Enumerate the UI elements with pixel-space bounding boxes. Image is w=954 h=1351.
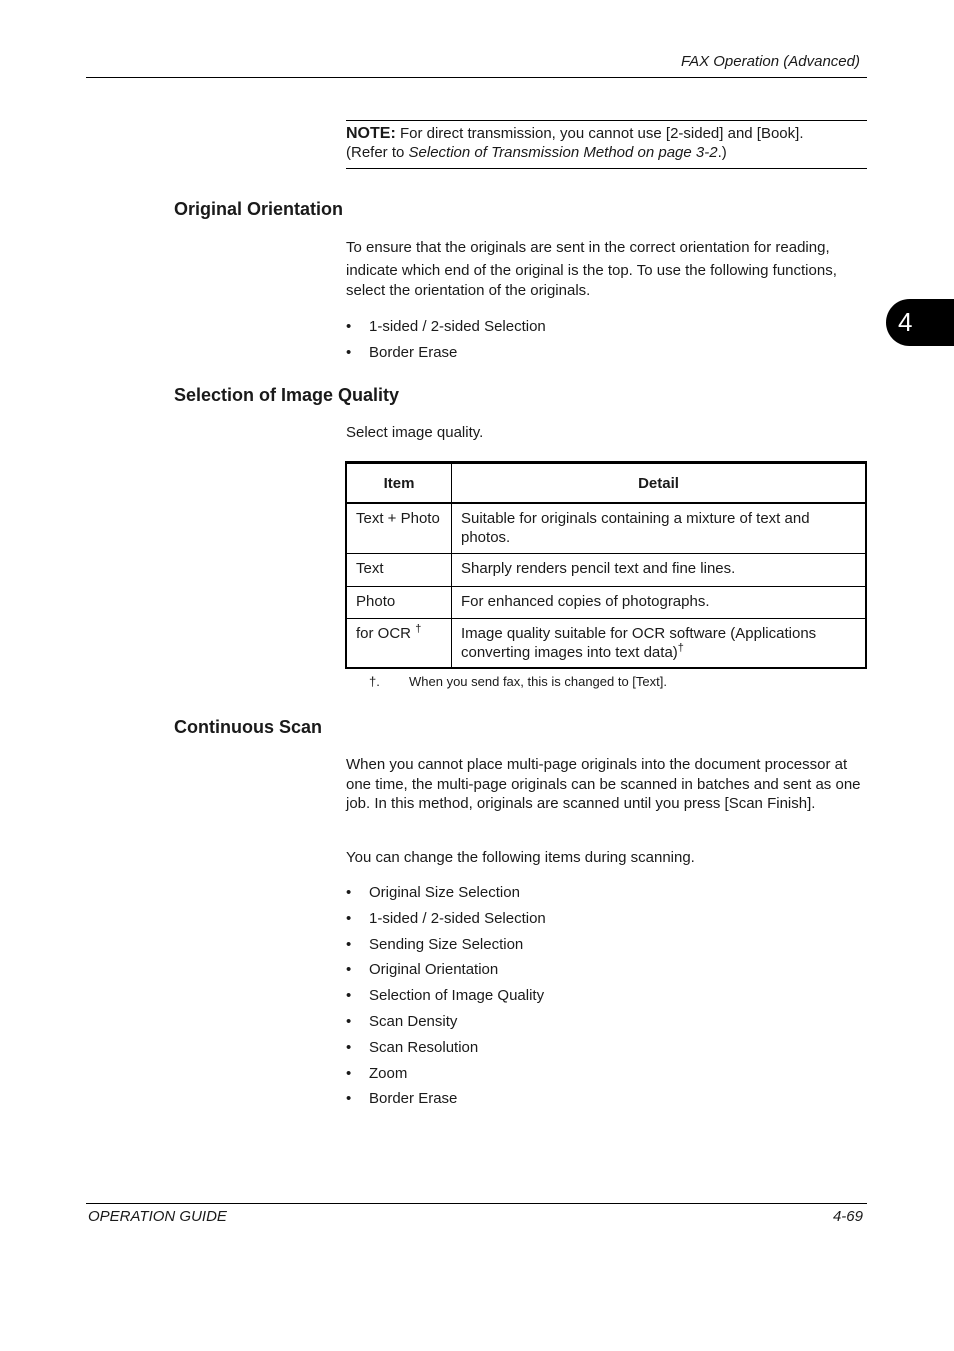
note-text: For direct transmission, you cannot use [2-sided] and [Book]. <box>395 125 804 142</box>
cell-item <box>346 618 452 668</box>
orientation-body <box>346 237 867 303</box>
image-quality-table <box>345 461 867 669</box>
footer-divider <box>86 1203 867 1204</box>
orientation-body-line: select the orientation of the originals. <box>346 282 591 299</box>
footnote-mark: †. <box>369 674 380 689</box>
list-item: • Selection of Image Quality <box>346 986 546 1012</box>
table-row <box>346 553 866 586</box>
chapter-number: 4 <box>898 307 913 337</box>
list-item: • Original Orientation <box>346 960 546 986</box>
note-ref-suffix: .) <box>717 144 727 161</box>
footnote-marker: † <box>415 622 422 635</box>
note-box <box>346 120 867 169</box>
note-line-2 <box>346 143 867 162</box>
orientation-function-list <box>346 317 546 369</box>
column-header-detail: Detail <box>452 463 867 504</box>
cell-detail <box>452 618 867 668</box>
list-item: • Border Erase <box>346 1089 546 1115</box>
list-item: • 1-sided / 2-sided Selection <box>346 909 546 935</box>
footer-guide-name: OPERATION GUIDE <box>88 1208 227 1225</box>
cell-item: Photo <box>346 586 452 618</box>
cell-item: Text + Photo <box>346 503 452 553</box>
list-item: • Zoom <box>346 1064 546 1090</box>
orientation-body-line: To ensure that the originals are sent in the correct orientation for reading, <box>346 239 830 256</box>
note-ref-prefix: (Refer to <box>346 144 409 161</box>
table-header-row <box>346 463 866 504</box>
footer-page-number: 4-69 <box>832 1208 863 1225</box>
chapter-tab <box>886 299 954 346</box>
list-item: • Border Erase <box>346 343 546 369</box>
cell-detail: Sharply renders pencil text and fine lines. <box>452 553 867 586</box>
table-footnote <box>369 674 667 689</box>
cell-detail: For enhanced copies of photographs. <box>452 586 867 618</box>
footnote-marker: † <box>677 641 684 654</box>
list-item: • Scan Density <box>346 1012 546 1038</box>
orientation-body-line: indicate which end of the original is the top. To use the following functions, <box>346 261 837 279</box>
cell-detail: Suitable for originals containing a mixture of text and photos. <box>452 503 867 553</box>
list-item: • Sending Size Selection <box>346 935 546 961</box>
cell-detail-text: Image quality suitable for OCR software (Applications converting images into text data) <box>461 624 817 661</box>
continuous-change-intro: You can change the following items during scanning. <box>346 849 695 866</box>
continuous-body: When you cannot place multi-page originals into the document processor at one time, the multi-page originals can be scanned in batches and sent as one job. In this method, originals are scanned until you press [Scan Finish]. <box>346 756 861 812</box>
heading-image-quality: Selection of Image Quality <box>174 385 400 405</box>
footnote-text: When you send fax, this is changed to [Text]. <box>409 674 667 689</box>
column-header-item: Item <box>346 463 452 504</box>
heading-original-orientation: Original Orientation <box>174 199 344 219</box>
table-row <box>346 618 866 668</box>
cell-item-text: for OCR <box>356 624 416 642</box>
list-item: • Scan Resolution <box>346 1038 546 1064</box>
list-item: • 1-sided / 2-sided Selection <box>346 317 546 343</box>
note-line-1 <box>346 124 867 143</box>
running-header: FAX Operation (Advanced) <box>681 53 860 70</box>
quality-intro: Select image quality. <box>346 424 484 441</box>
continuous-items-list <box>346 883 546 1115</box>
note-reference: Selection of Transmission Method on page 3-2 <box>408 144 718 161</box>
table-row <box>346 503 866 553</box>
table-row <box>346 586 866 618</box>
list-item: • Original Size Selection <box>346 883 546 909</box>
note-label: NOTE: <box>346 125 396 142</box>
heading-continuous-scan: Continuous Scan <box>174 717 322 737</box>
cell-item: Text <box>346 553 452 586</box>
header-divider <box>86 77 867 78</box>
